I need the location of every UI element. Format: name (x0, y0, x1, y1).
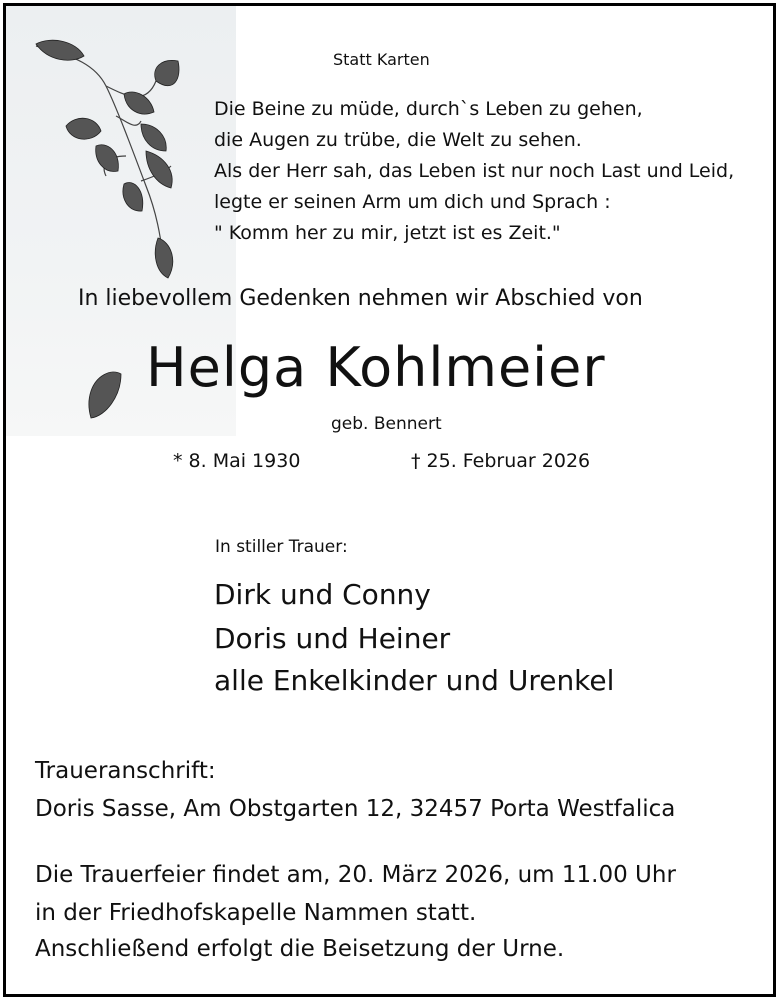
mourner-name: Dirk und Conny (214, 578, 431, 611)
leaf-icon (123, 183, 143, 212)
mourners-label: In stiller Trauer: (215, 537, 348, 557)
intro-text: In liebevollem Gedenken nehmen wir Abschied von (78, 286, 643, 311)
address-value: Doris Sasse, Am Obstgarten 12, 32457 Porta Westfalica (35, 796, 676, 822)
poem-line: " Komm her zu mir, jetzt ist es Zeit." (214, 222, 561, 244)
funeral-line: Die Trauerfeier findet am, 20. März 2026, um 11.00 Uhr (35, 862, 676, 888)
obituary-card (3, 3, 776, 997)
funeral-line: Anschließend erfolgt die Beisetzung der Urne. (35, 936, 565, 962)
poem-line: die Augen zu trübe, die Welt zu sehen. (214, 129, 582, 151)
birth-date: * 8. Mai 1930 (173, 450, 301, 472)
leaf-icon (155, 238, 172, 278)
poem-line: legte er seinen Arm um dich und Sprach : (214, 191, 611, 213)
deceased-name: Helga Kohlmeier (146, 336, 606, 399)
statt-karten-label: Statt Karten (333, 50, 430, 69)
death-date: † 25. Februar 2026 (411, 450, 591, 472)
leaf-icon (89, 372, 121, 418)
funeral-line: in der Friedhofskapelle Nammen statt. (35, 900, 477, 926)
leaf-icon (155, 60, 179, 85)
leaf-icon (66, 118, 101, 139)
leaf-icon (36, 40, 84, 60)
maiden-name: geb. Bennert (331, 414, 442, 434)
poem-line: Die Beine zu müde, durch`s Leben zu gehen, (214, 98, 643, 120)
address-label: Traueranschrift: (35, 758, 216, 784)
mourner-name: alle Enkelkinder und Urenkel (214, 664, 615, 697)
leaf-icon (146, 151, 172, 188)
leaf-icon (96, 145, 119, 172)
poem-line: Als der Herr sah, das Leben ist nur noch Last und Leid, (214, 160, 735, 182)
mourner-name: Doris und Heiner (214, 622, 451, 655)
leaf-icon (124, 92, 154, 114)
poem (214, 94, 734, 249)
leaf-icon (141, 124, 166, 151)
